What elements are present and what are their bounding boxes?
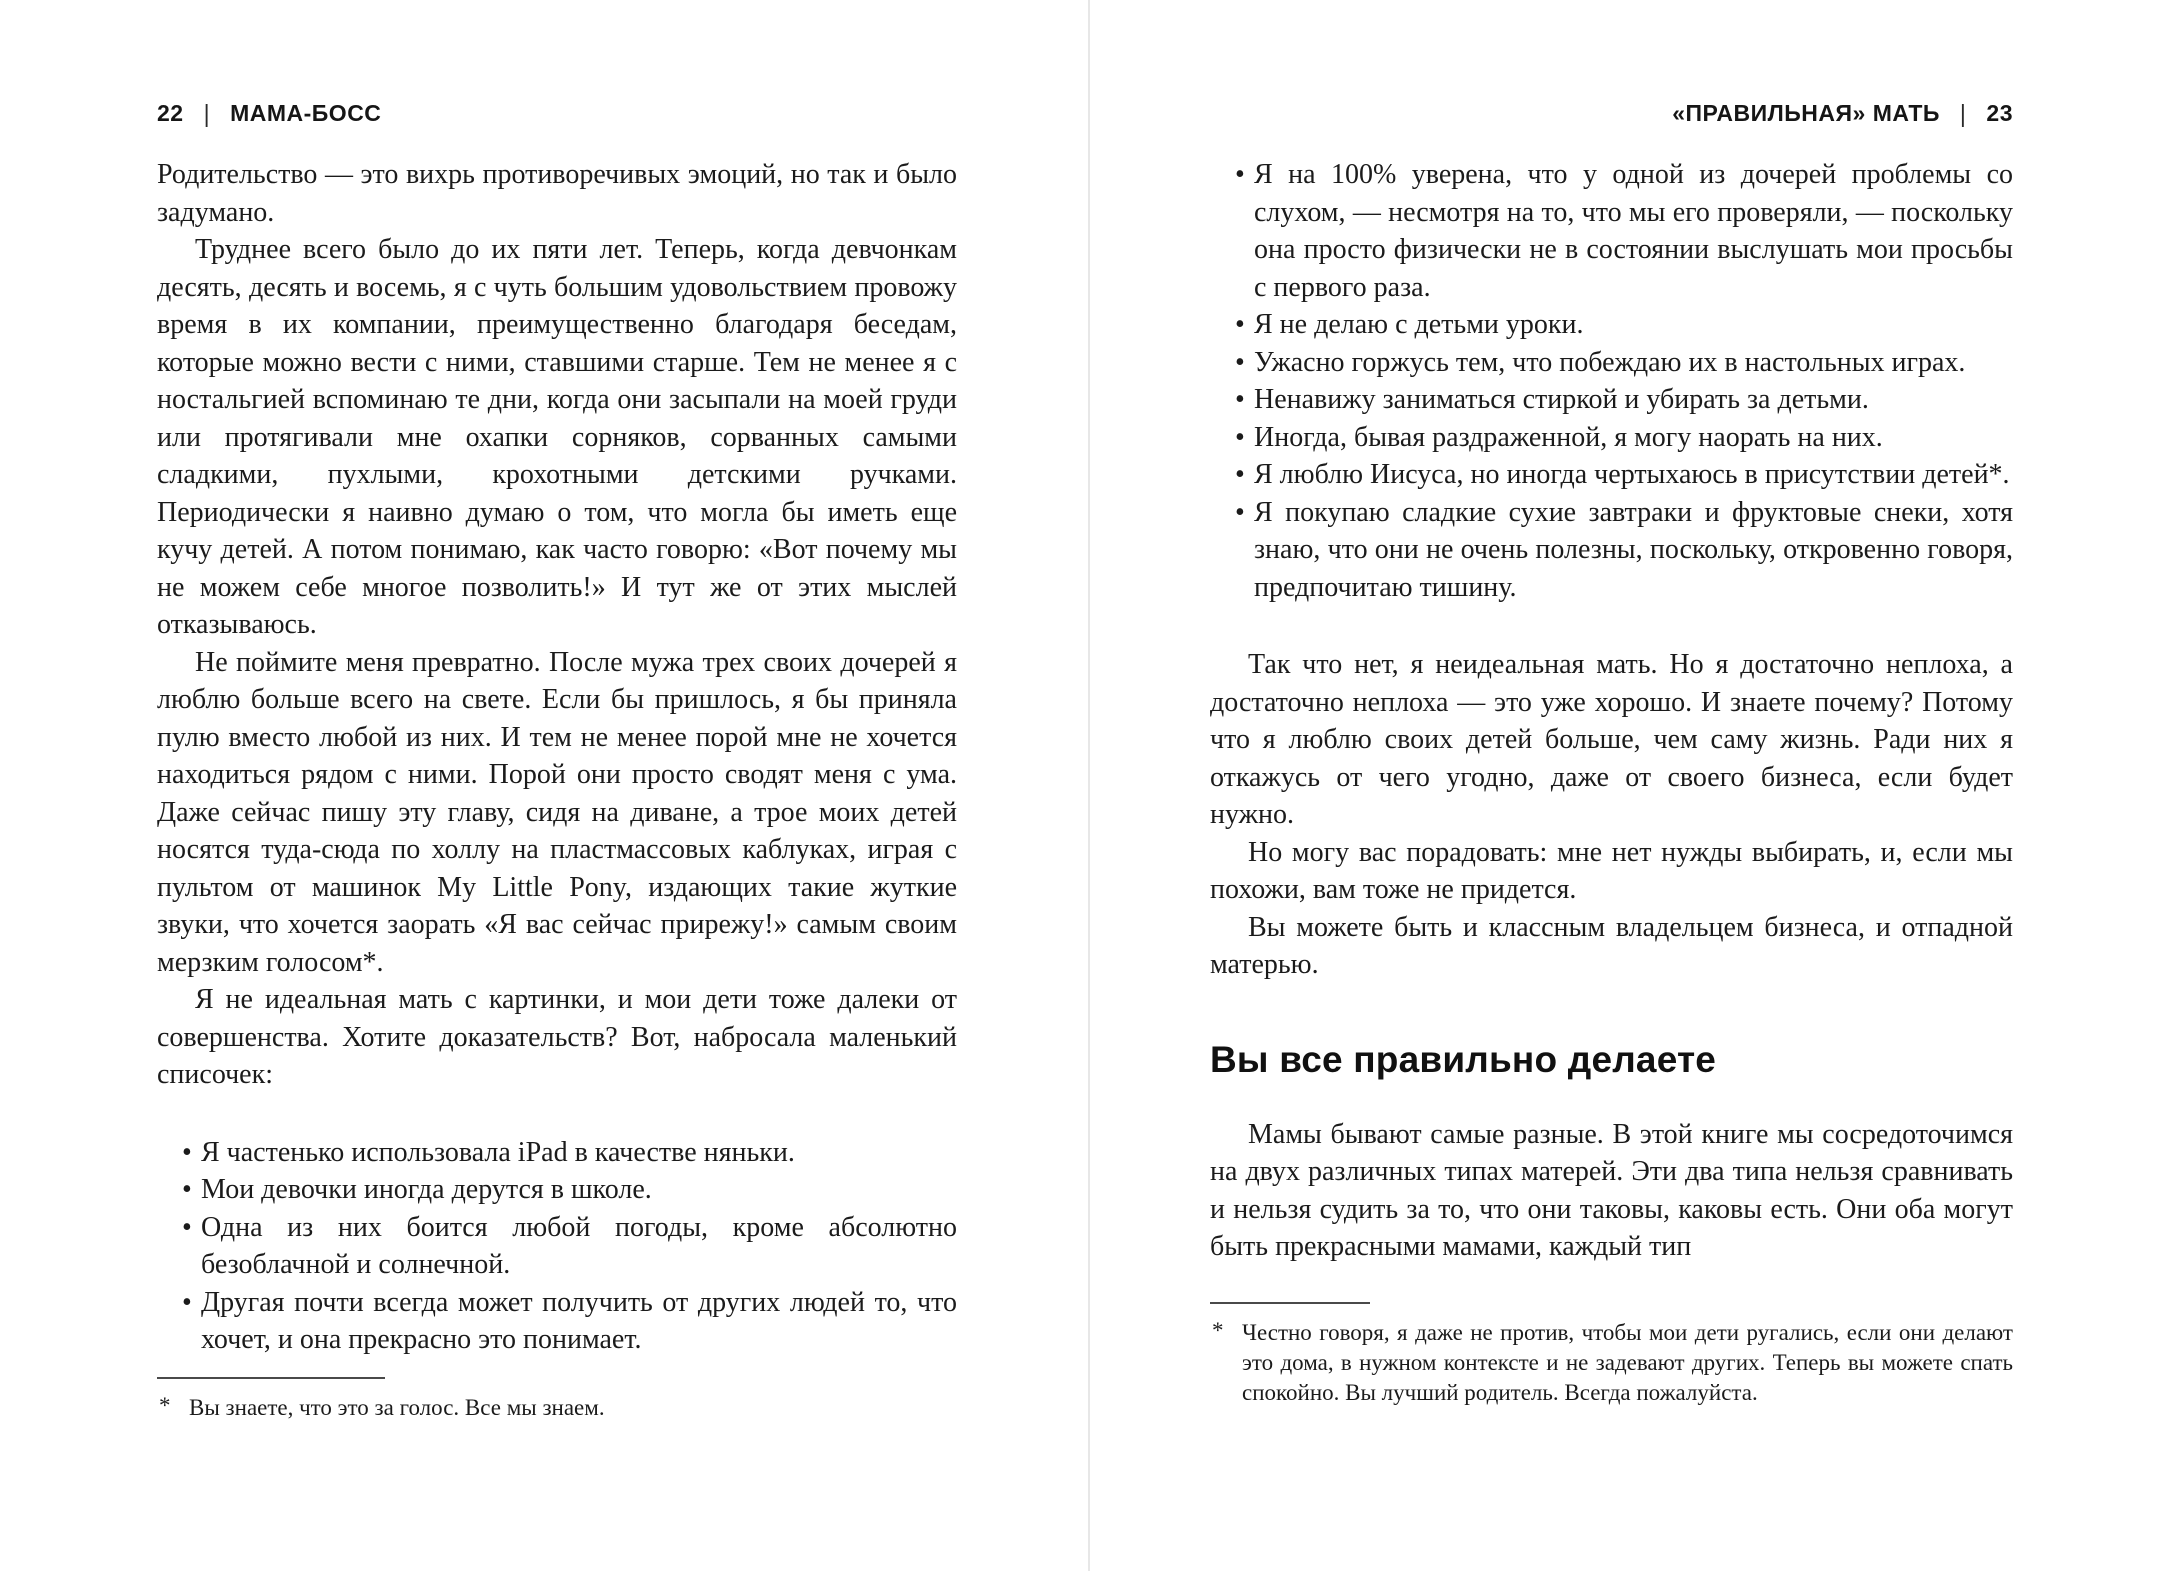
footnote-marker: * bbox=[1212, 1317, 1224, 1343]
list-item: • Я частенько использовала iPad в качестве няньки. bbox=[157, 1134, 957, 1172]
section-heading: Вы все правильно делаете bbox=[1210, 1038, 1717, 1080]
page-right bbox=[1210, 100, 2013, 1408]
page-gutter-divider bbox=[1088, 0, 1090, 1571]
page-number: 23 bbox=[1986, 100, 2013, 126]
list-item: • Ненавижу заниматься стиркой и убирать за детьми. bbox=[1210, 381, 2013, 419]
footnote-body: Честно говоря, я даже не против, чтобы мои дети ругались, если они делают это дома, в нужном контексте и не задевают других. Теперь вы можете спать спокойно. Вы лучший родитель. Всегда пожалуйста. bbox=[1242, 1319, 2013, 1405]
paragraph: Вы можете быть и классным владельцем бизнеса, и отпадной матерью. bbox=[1210, 911, 2013, 980]
header-separator: | bbox=[1959, 98, 1967, 128]
paragraph: Но могу вас порадовать: мне нет нужды выбирать, и, если мы похожи, вам тоже не придется. bbox=[1210, 836, 2013, 905]
page-left bbox=[157, 100, 957, 1423]
paragraph: Не поймите меня превратно. После мужа трех своих дочерей я люблю больше всего на свете. Если бы пришлось, я бы приняла пулю вместо любой из них. И тем не менее порой мне не хочется находиться рядом с ними. Порой они просто сводят меня с ума. Даже сейчас пишу эту главу, сидя на диване, а трое моих детей носятся туда-сюда по холлу на пластмассовых каблуках, играя с пультом от машинок My Little Pony, издающих такие жуткие звуки, что хочется заорать «Я вас сейчас прирежу!» самым своим мерзким голосом*. bbox=[157, 646, 957, 978]
footnote-left bbox=[157, 1377, 957, 1423]
paragraph: Я не идеальная мать с картинки, и мои дети тоже далеки от совершенства. Хотите доказательств? Вот, набросала маленький списочек: bbox=[157, 984, 957, 1090]
book-title: МАМА-БОСС bbox=[230, 100, 382, 126]
header-separator: | bbox=[203, 98, 211, 128]
footnote-body: Вы знаете, что это за голос. Все мы знаем. bbox=[189, 1394, 605, 1420]
list-item: • Ужасно горжусь тем, что побеждаю их в настольных играх. bbox=[1210, 344, 2013, 382]
footnote-right bbox=[1210, 1302, 2013, 1408]
list-item: • Другая почти всегда может получить от других людей то, что хочет, и она прекрасно это понимает. bbox=[157, 1284, 957, 1359]
list-item: • Я люблю Иисуса, но иногда чертыхаюсь в присутствии детей*. bbox=[1210, 456, 2013, 494]
bullet-list-left bbox=[157, 1134, 957, 1359]
running-head-right bbox=[1210, 100, 2013, 126]
footnote-rule bbox=[157, 1377, 385, 1379]
page-number: 22 bbox=[157, 100, 184, 126]
body-text-right bbox=[1210, 156, 2013, 1266]
list-item: • Одна из них боится любой погоды, кроме абсолютно безоблачной и солнечной. bbox=[157, 1209, 957, 1284]
footnote-marker: * bbox=[159, 1392, 171, 1418]
running-head-left bbox=[157, 100, 957, 126]
body-text-left bbox=[157, 156, 957, 1359]
chapter-title: «ПРАВИЛЬНАЯ» МАТЬ bbox=[1672, 100, 1940, 126]
paragraph: Так что нет, я неидеальная мать. Но я достаточно неплоха, а достаточно неплоха — это уже хорошо. И знаете почему? Потому что я люблю своих детей больше, чем саму жизнь. Ради них я откажусь от чего угодно, даже от своего бизнеса, если будет нужно. bbox=[1210, 649, 2013, 830]
footnote-rule bbox=[1210, 1302, 1370, 1304]
paragraph: Труднее всего было до их пяти лет. Теперь, когда девчонкам десять, десять и восемь, я с чуть большим удовольствием провожу время в их компании, преимущественно благодаря беседам, которые можно вести с ними, ставшими старше. Тем не менее я с ностальгией вспоминаю те дни, когда они засыпали на моей груди или протягивали мне охапки сорняков, сорванных самыми сладкими, пухлыми, крохотными детскими ручками. Периодически я наивно думаю о том, что могла бы иметь еще кучу детей. А потом понимаю, как часто говорю: «Вот почему мы не можем себе многое позволить!» И тут же от этих мыслей отказываюсь. bbox=[157, 234, 957, 640]
list-item: • Мои девочки иногда дерутся в школе. bbox=[157, 1171, 957, 1209]
list-item: • Я не делаю с детьми уроки. bbox=[1210, 306, 2013, 344]
footnote-text bbox=[157, 1393, 957, 1423]
paragraph: Родительство — это вихрь противоречивых эмоций, но так и было задумано. bbox=[157, 159, 957, 228]
list-item: • Я на 100% уверена, что у одной из дочерей проблемы со слухом, — несмотря на то, что мы его проверяли, — поскольку она просто физически не в состоянии выслушать мои просьбы с первого раза. bbox=[1210, 156, 2013, 306]
bullet-list-right bbox=[1210, 156, 2013, 606]
footnote-text bbox=[1210, 1318, 2013, 1408]
paragraph: Мамы бывают самые разные. В этой книге мы сосредоточимся на двух различных типах матерей. Эти два типа нельзя сравнивать и нельзя судить за то, что они таковы, каковы есть. Они оба могут быть прекрасными мамами, каждый тип bbox=[1210, 1118, 2013, 1262]
list-item: • Я покупаю сладкие сухие завтраки и фруктовые снеки, хотя знаю, что они не очень полезны, поскольку, откровенно говоря, предпочитаю тишину. bbox=[1210, 494, 2013, 607]
list-item: • Иногда, бывая раздраженной, я могу наорать на них. bbox=[1210, 419, 2013, 457]
